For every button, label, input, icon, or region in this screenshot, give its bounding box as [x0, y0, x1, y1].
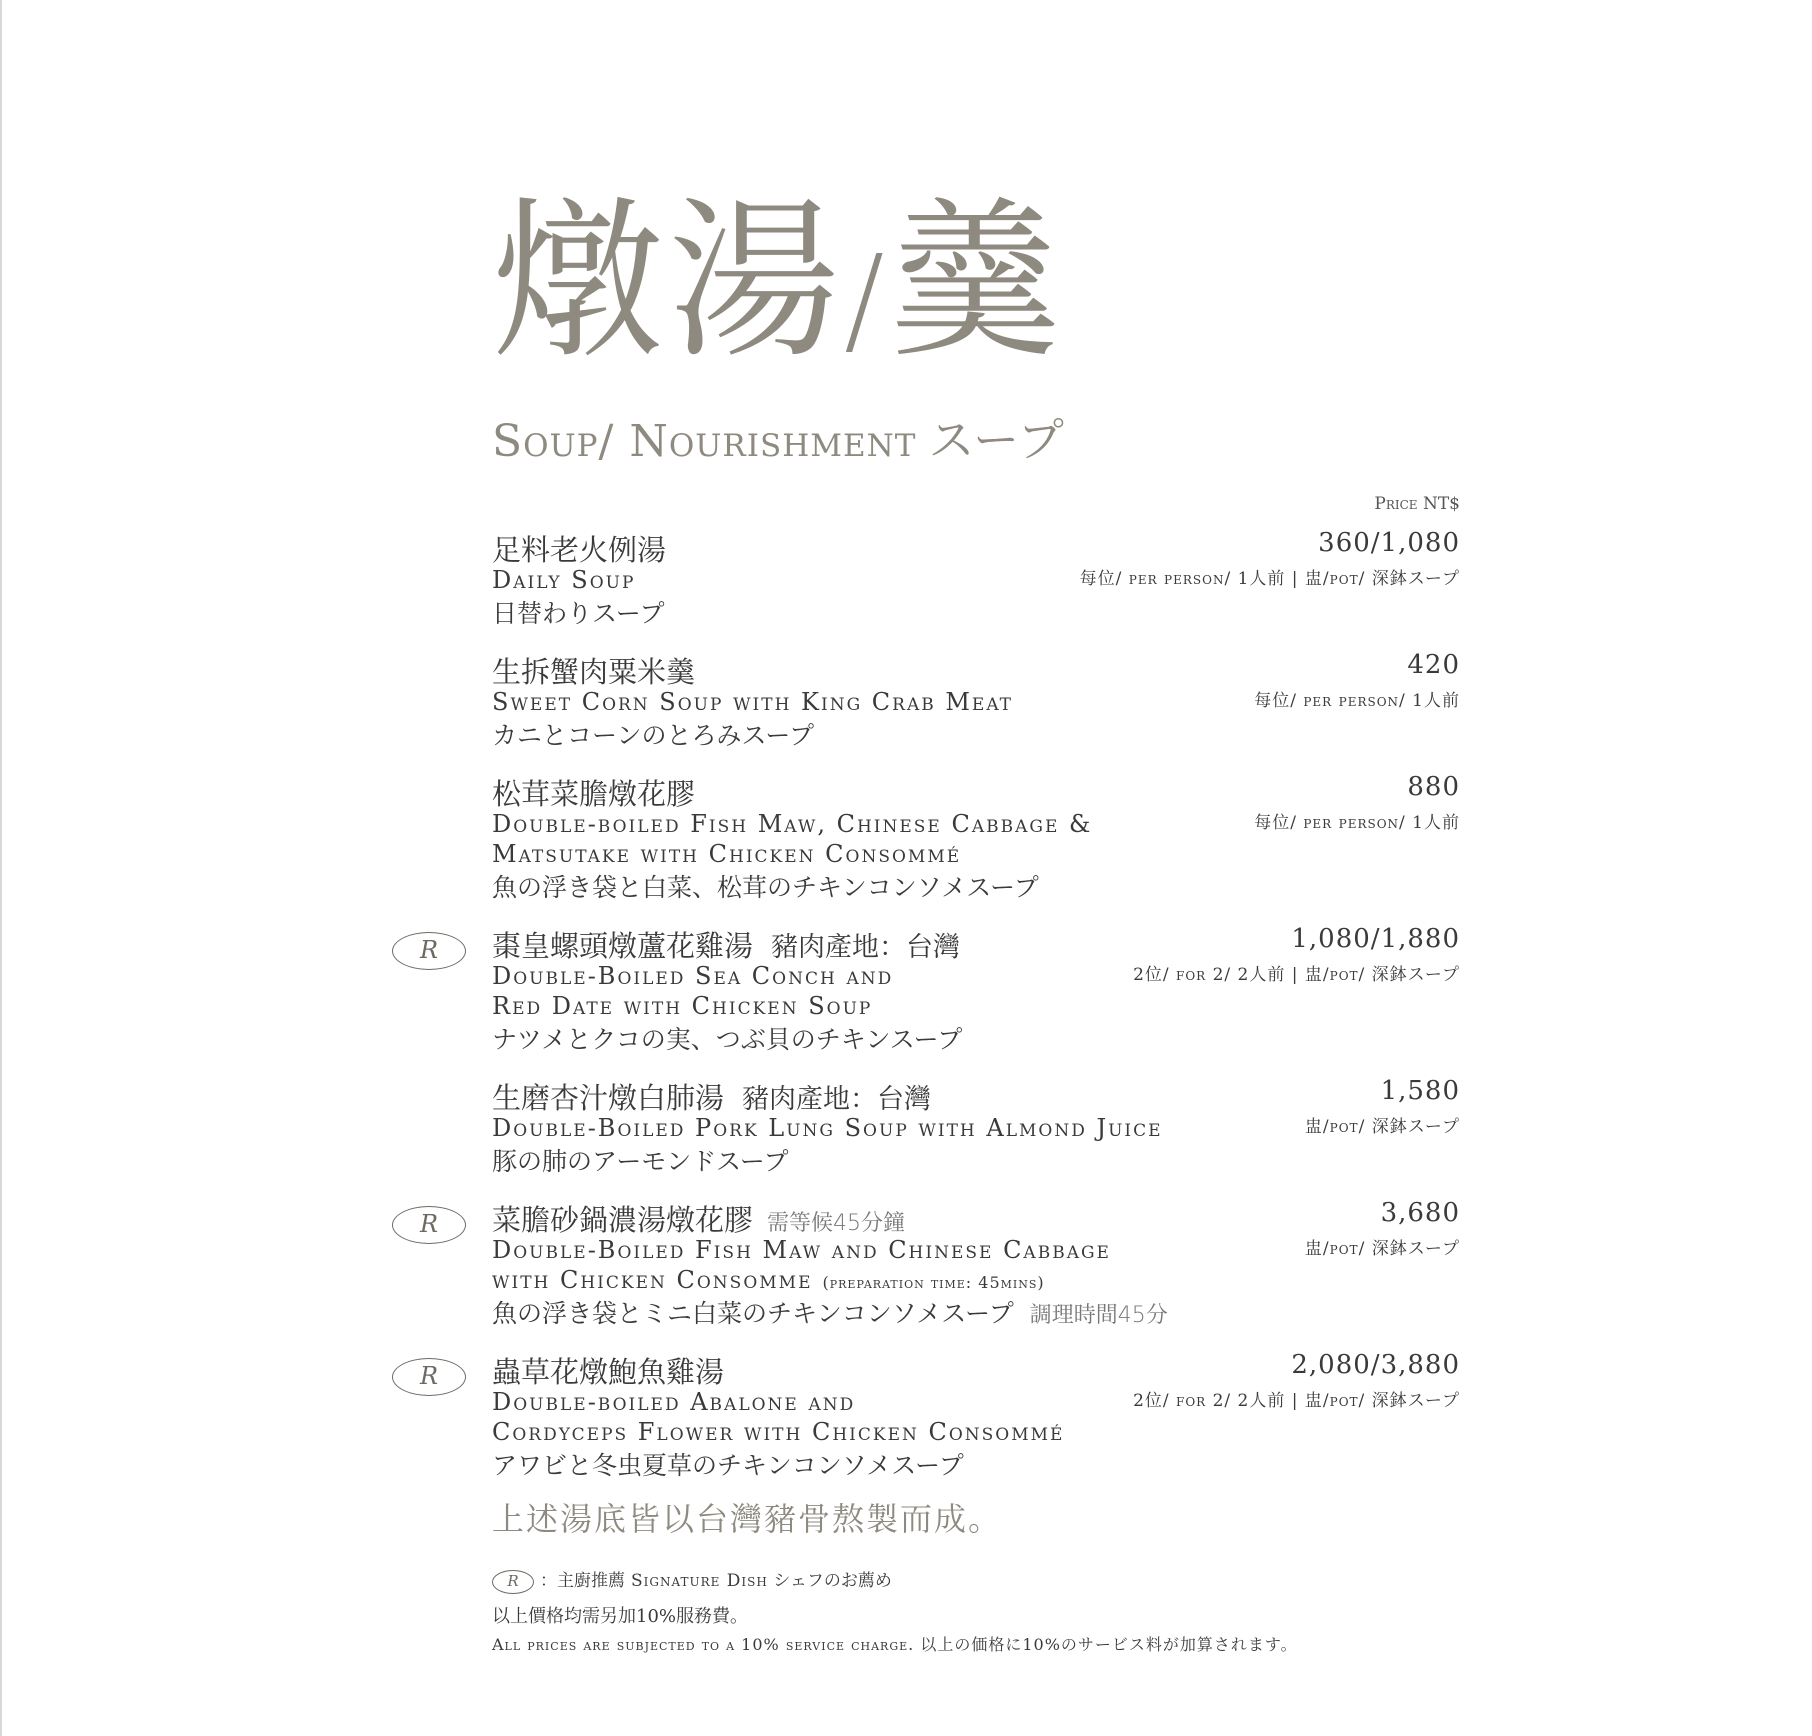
service-charge-jp: 以上の価格に10%のサービス料が加算されます。	[920, 1635, 1298, 1654]
signature-legend-icon: R	[492, 1570, 534, 1594]
item-name-jp: 魚の浮き袋とミニ白菜のチキンコンソメスープ 調理時間45分	[492, 1299, 1168, 1328]
prep-time-jp: 調理時間45分	[1029, 1303, 1168, 1328]
signature-dish-icon: R	[392, 1358, 466, 1396]
item-name-en-line1: Double-boiled Abalone and	[492, 1388, 856, 1416]
item-name-jp: カニとコーンのとろみスープ	[492, 721, 815, 750]
legend-en: Signature Dish	[631, 1571, 768, 1591]
item-name-en-line1: Double-Boiled Fish Maw and Chinese Cabbage	[492, 1236, 1111, 1264]
prep-note-zh: 需等候45分鐘	[767, 1211, 906, 1236]
item-name-en-line2: Red Date with Chicken Soup	[492, 992, 873, 1020]
price-column-header: Price NT$	[1374, 494, 1460, 514]
item-name-zh: 蟲草花燉鮑魚雞湯	[492, 1355, 725, 1389]
item-unit: 每位/ per person/ 1人前	[1254, 691, 1460, 711]
item-name-en-line1: Double-Boiled Sea Conch and	[492, 962, 894, 990]
item-name-zh: 菜膽砂鍋濃湯燉花膠 需等候45分鐘	[492, 1203, 906, 1237]
item-name-zh: 生拆蟹肉粟米羹	[492, 655, 696, 689]
item-price: 360/1,080	[1318, 528, 1460, 558]
item-name-jp: アワビと冬虫夏草のチキンコンソメスープ	[492, 1451, 964, 1480]
item-name-en: Daily Soup	[492, 566, 636, 594]
item-unit: 每位/ per person/ 1人前 | 盅/pot/ 深鉢スープ	[1079, 569, 1460, 589]
section-title-english: Soup/ Nourishment スープ	[492, 413, 1065, 467]
soup-base-note: 上述湯底皆以台灣豬骨熬製而成。	[492, 1500, 1003, 1538]
item-name-jp: 日替わりスープ	[492, 599, 665, 628]
item-price: 1,580	[1380, 1076, 1460, 1106]
prep-time-en: (preparation time: 45mins)	[822, 1273, 1045, 1292]
signature-dish-icon: R	[392, 1206, 466, 1244]
item-name-zh: 松茸菜膽燉花膠	[492, 777, 696, 811]
item-name-jp: 豚の肺のアーモンドスープ	[492, 1147, 789, 1176]
item-unit: 盅/pot/ 深鉢スープ	[1304, 1239, 1460, 1259]
item-price: 420	[1407, 650, 1460, 680]
item-name-jp: ナツメとクコの実、つぶ貝のチキンスープ	[492, 1025, 963, 1054]
service-charge-en: All prices are subjected to a 10% service charge.	[492, 1635, 915, 1654]
item-name-zh: 足料老火例湯	[492, 533, 667, 567]
item-price: 1,080/1,880	[1291, 924, 1460, 954]
item-name-jp: 魚の浮き袋と白菜、松茸のチキンコンソメスープ	[492, 873, 1039, 902]
legend-jp: シェフのお薦め	[773, 1571, 892, 1591]
section-title-japanese: スープ	[928, 413, 1065, 467]
pork-origin-note: 豬肉產地：台灣	[742, 1084, 932, 1115]
item-name-en: Sweet Corn Soup with King Crab Meat	[492, 688, 1014, 716]
item-name-en-line2: with Chicken Consomme (preparation time: 45mins)	[492, 1266, 1045, 1294]
service-charge-en-jp	[492, 1632, 1298, 1655]
item-name-en: Double-Boiled Pork Lung Soup with Almond Juice	[492, 1114, 1163, 1142]
signature-legend	[492, 1566, 892, 1594]
item-price: 2,080/3,880	[1291, 1350, 1460, 1380]
section-title-chinese: 燉湯/羹	[492, 181, 1065, 382]
service-charge-zh: 以上價格均需另加10%服務費。	[492, 1606, 749, 1627]
legend-zh: ：主廚推薦	[540, 1571, 625, 1591]
item-unit: 2位/ for 2/ 2人前 | 盅/pot/ 深鉢スープ	[1133, 965, 1460, 985]
item-unit: 盅/pot/ 深鉢スープ	[1304, 1117, 1460, 1137]
signature-dish-icon: R	[392, 932, 466, 970]
pork-origin-note: 豬肉產地：台灣	[771, 932, 961, 963]
item-name-en-line1: Double-boiled Fish Maw, Chinese Cabbage &	[492, 810, 1093, 838]
item-name-zh: 生磨杏汁燉白肺湯 豬肉產地：台灣	[492, 1081, 932, 1115]
item-price: 880	[1407, 772, 1460, 802]
item-name-en-line2: Matsutake with Chicken Consommé	[492, 840, 962, 868]
item-name-zh: 棗皇螺頭燉蘆花雞湯 豬肉產地：台灣	[492, 929, 961, 963]
item-unit: 每位/ per person/ 1人前	[1254, 813, 1460, 833]
item-unit: 2位/ for 2/ 2人前 | 盅/pot/ 深鉢スープ	[1133, 1391, 1460, 1411]
item-name-en-line2: Cordyceps Flower with Chicken Consommé	[492, 1418, 1065, 1446]
item-price: 3,680	[1380, 1198, 1460, 1228]
